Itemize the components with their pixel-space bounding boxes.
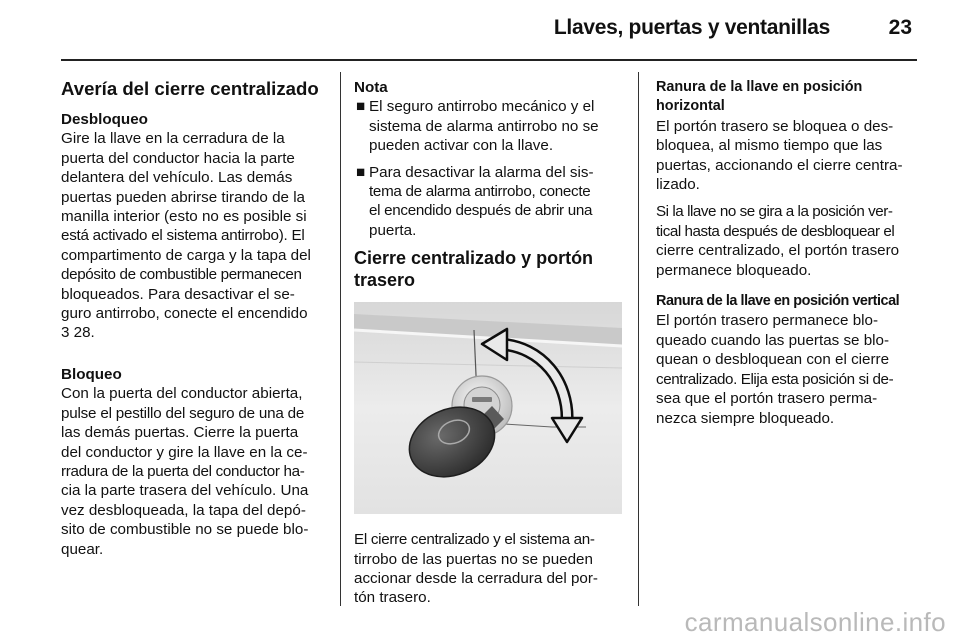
note-item [354,163,624,241]
text-line: bloqueados. Para desactivar el se- [61,285,295,303]
text-line: El portón trasero se bloquea o des- [656,117,894,135]
paragraph-horizontal-2 [656,202,918,280]
text-line: quean o desbloquean con el cierre [656,351,890,369]
subheading-horizontal [656,78,918,117]
text-line: tical hasta después de desbloquear el [656,222,895,240]
text-line: accionar desde la cerradura del por- [354,570,598,588]
text-line: manilla interior (esto no es posible si [61,208,307,226]
text-line: rradura de la puerta del conductor ha- [61,462,305,480]
subheading-lock: Bloqueo [61,365,122,383]
bullet-square-icon: ■ [356,98,366,116]
text-line: vez desbloqueada, la tapa del depó- [61,501,306,519]
text-line: pulse el pestillo del seguro de una de [61,404,305,422]
text-line: puertas pueden abrirse tirando de la [61,188,306,206]
text-line: El seguro antirrobo mecánico y el [369,98,595,116]
text-line: lizado. [656,176,700,194]
text-line: permanece bloqueado. [656,261,812,279]
text-line: queado cuando las puertas se blo- [656,331,890,349]
text-line: sistema de alarma antirrobo no se [369,117,599,135]
title-line: horizontal [656,98,725,115]
text-line: Con la puerta del conductor abierta, [61,385,303,403]
text-line: quear. [61,540,104,558]
text-line: las demás puertas. Cierre la puerta [61,424,299,442]
text-line: tema de alarma antirrobo, conecte [369,183,591,201]
section-title-failure: Avería del cierre centralizado [61,78,319,99]
title-line: trasero [354,270,416,291]
text-line: Gire la llave en la cerradura de la [61,130,285,148]
text-line: sea que el portón trasero perma- [656,390,878,408]
figure-caption [354,530,624,608]
text-line: depósito de combustible permanecen [61,266,302,284]
text-line: guro antirrobo, conecte el encendido [61,305,308,323]
column-3 [656,78,918,436]
section-title-central-locking [354,247,624,291]
subheading-unlock: Desbloqueo [61,111,148,128]
title-line: Ranura de la llave en posición [656,79,863,95]
paragraph-lock [61,384,329,559]
note-heading: Nota [354,79,388,96]
text-line: está activado el sistema antirrobo). El [61,227,305,245]
text-line: El portón trasero permanece blo- [656,312,879,330]
text-line: nezca siempre bloqueado. [656,409,835,427]
text-line: El cierre centralizado y el sistema an- [354,531,595,549]
text-line: bloquea, al mismo tiempo que las [656,137,883,155]
column-2 [354,78,624,616]
subheading-vertical: Ranura de la llave en posición vertical [656,293,900,310]
bullet-square-icon: ■ [356,163,366,181]
lock-key-drawing [354,302,622,514]
page-number: 23 [888,16,912,39]
watermark: carmanualsonline.info [684,607,946,637]
column-1 [61,78,329,567]
text-line: pueden activar con la llave. [369,137,554,155]
text-line: puertas, accionando el cierre centra- [656,156,903,174]
text-line: sito de combustible no se puede blo- [61,521,309,539]
text-line: Si la llave no se gira a la posición ver- [656,203,893,221]
text-line: tirrobo de las puertas no se pueden [354,550,593,568]
tailgate-lock-illustration [354,302,622,514]
text-line: cierre centralizado, el portón trasero [656,242,900,260]
paragraph-vertical [656,311,918,427]
title-line: Cierre centralizado y portón [354,248,594,269]
text-line: centralizado. Elija esta posición si de- [656,370,894,388]
key-slot-icon [472,397,492,402]
text-line: delantera del vehículo. Las demás [61,169,293,187]
note-item [354,97,624,155]
text-line: puerta. [369,221,417,239]
text-line: compartimento de carga y la tapa del [61,246,311,264]
text-line: Para desactivar la alarma del sis- [369,163,594,181]
page-header-title: Llaves, puertas y ventanillas [553,16,830,39]
paragraph-horizontal-1 [656,117,918,195]
text-line: el encendido después de abrir una [369,202,593,220]
text-line: cia la parte trasera del vehículo. Una [61,482,309,500]
column-divider-2 [638,72,639,606]
paragraph-unlock [61,129,329,342]
header-divider [61,59,917,61]
text-line: tón trasero. [354,589,431,607]
page-reference-link[interactable]: 3 28. [61,324,95,342]
column-divider-1 [340,72,341,606]
text-line: del conductor y gire la llave en la ce- [61,443,308,461]
text-line: puerta del conductor hacia la parte [61,149,295,167]
